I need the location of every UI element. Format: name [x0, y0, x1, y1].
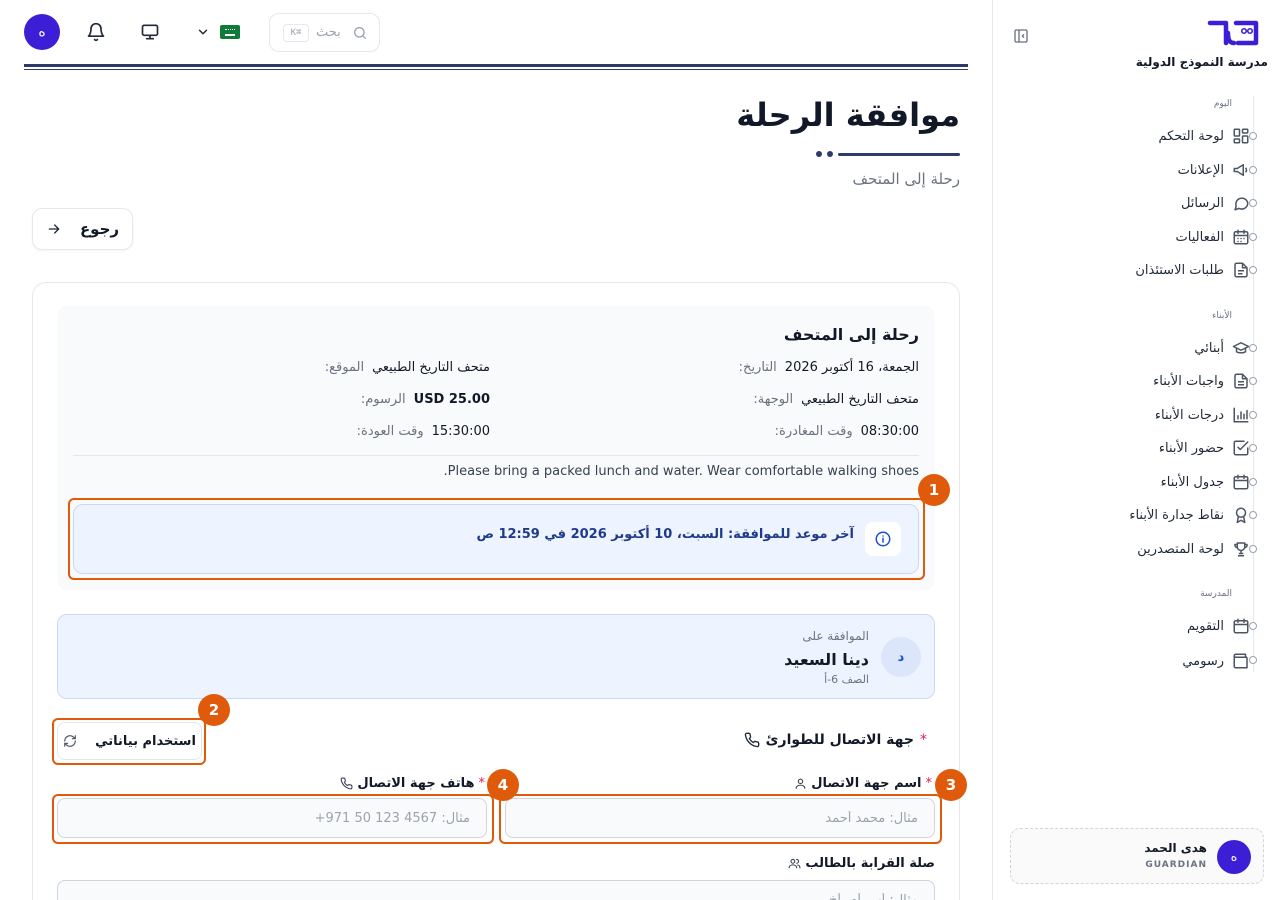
trip-fee	[361, 392, 490, 407]
student-name: دينا السعيد	[784, 650, 869, 669]
nav-dot	[1249, 266, 1257, 274]
details-divider	[73, 455, 919, 456]
student-class: الصف 6-أ	[824, 673, 869, 686]
nav-item-attendance[interactable]	[1159, 436, 1250, 460]
required-mark: *	[920, 732, 927, 748]
user-avatar: ه	[1217, 840, 1251, 874]
user-profile-card[interactable]	[1010, 828, 1264, 884]
trip-destination-value: متحف التاريخ الطبيعي	[801, 392, 919, 407]
nav-item-events[interactable]	[1176, 225, 1250, 249]
nav-dot	[1249, 411, 1257, 419]
nav-dot	[1249, 199, 1257, 207]
nav-item-merit-points[interactable]	[1129, 503, 1250, 527]
nav-item-dashboard[interactable]	[1158, 124, 1250, 148]
trip-return	[357, 424, 490, 439]
nav-section-children: الأبناء	[1212, 311, 1232, 321]
header-divider-thin	[24, 69, 968, 70]
nav-item-schedule[interactable]	[1161, 470, 1250, 494]
trip-fee-value: USD 25.00	[413, 392, 490, 407]
school-name: مدرسة النموذج الدولية	[1135, 55, 1268, 69]
contact-phone-label	[340, 776, 485, 791]
contact-name-label	[794, 776, 932, 791]
annotation-badge-4: 4	[487, 769, 519, 801]
wallet-icon	[1232, 652, 1250, 670]
nav-dot	[1249, 166, 1257, 174]
document-text-icon	[1232, 372, 1250, 390]
deadline-text: آخر موعد للموافقة: السبت، 10 أكتوبر 2026 في 12:59 ص	[476, 527, 854, 542]
phone-icon	[744, 732, 760, 748]
trip-departure-value: 08:30:00	[860, 424, 919, 439]
nav-label: التقويم	[1186, 618, 1224, 634]
saudi-flag-icon[interactable]	[220, 25, 240, 39]
nav-label: طلبات الاستئذان	[1135, 262, 1224, 278]
nav-section-today: اليوم	[1213, 99, 1232, 109]
trip-location-label: الموقع:	[324, 360, 365, 375]
megaphone-icon	[1232, 161, 1250, 179]
student-avatar: د	[881, 637, 921, 677]
trophy-icon	[1232, 540, 1250, 558]
nav-item-grades[interactable]	[1155, 403, 1250, 427]
nav-label: نقاط جدارة الأبناء	[1129, 507, 1224, 523]
contact-name-input[interactable]	[505, 798, 935, 838]
nav-dot	[1249, 444, 1257, 452]
annotation-badge-1: 1	[918, 474, 950, 506]
nav-item-announcements[interactable]	[1178, 158, 1250, 182]
trip-destination-label: الوجهة:	[753, 392, 794, 407]
shortcut-hint: K⌘	[283, 24, 309, 42]
emergency-contact-title: جهة الاتصال للطوارئ	[765, 732, 914, 748]
required-mark: *	[478, 776, 485, 791]
nav-item-my-children[interactable]	[1194, 336, 1250, 360]
trip-destination	[753, 392, 919, 407]
emergency-contact-heading	[744, 732, 935, 748]
nav-dot	[1249, 233, 1257, 241]
trip-fee-label: الرسوم:	[360, 392, 406, 407]
trip-notes: Please bring a packed lunch and water. Wear comfortable walking shoes.	[443, 464, 919, 479]
page-title: موافقة الرحلة	[736, 96, 960, 134]
title-dot	[827, 151, 833, 157]
nav-dot	[1249, 656, 1257, 664]
contact-phone-input[interactable]	[57, 798, 487, 838]
user-role: GUARDIAN	[1145, 860, 1207, 870]
relation-label	[788, 856, 935, 871]
nav-dot	[1249, 622, 1257, 630]
relation-text: صلة القرابة بالطالب	[805, 856, 935, 871]
calendar-icon	[1232, 473, 1250, 491]
users-icon	[788, 857, 801, 870]
deadline-icon-container	[865, 522, 901, 556]
nav-label: حضور الأبناء	[1158, 440, 1224, 456]
nav-item-my-fees[interactable]	[1182, 649, 1250, 673]
trip-location	[325, 360, 490, 375]
chevron-down-icon[interactable]	[196, 25, 210, 39]
calendar-icon	[1232, 617, 1250, 635]
trip-return-label: وقت العودة:	[356, 424, 424, 439]
nav-label: درجات الأبناء	[1154, 407, 1224, 423]
calendar-grid-icon	[1232, 228, 1250, 246]
relation-input[interactable]	[57, 880, 935, 900]
phone-icon	[340, 777, 353, 790]
use-my-data-button[interactable]	[57, 722, 202, 760]
search-box[interactable]	[269, 13, 380, 52]
nav-label: واجبات الأبناء	[1153, 373, 1224, 389]
info-icon	[874, 530, 892, 548]
search-placeholder: بحث	[316, 25, 341, 40]
required-mark: *	[925, 776, 932, 791]
page-subtitle: رحلة إلى المتحف	[852, 170, 960, 188]
nav-label: الرسائل	[1180, 195, 1224, 211]
trip-date	[739, 360, 919, 375]
sidebar-toggle-icon[interactable]	[1013, 28, 1029, 44]
header-avatar[interactable]: ه	[24, 14, 60, 50]
trip-date-value: الجمعة، 16 أكتوبر 2026	[784, 360, 919, 375]
trip-name: رحلة إلى المتحف	[783, 325, 919, 344]
use-my-data-label: استخدام بياناتي	[95, 733, 196, 749]
header-divider	[24, 64, 968, 67]
sidebar	[992, 0, 1280, 900]
search-icon	[352, 25, 368, 41]
nav-item-homework[interactable]	[1153, 369, 1250, 393]
user-icon	[794, 777, 807, 790]
user-name: هدى الحمد	[1144, 841, 1207, 855]
arrow-right-icon	[46, 221, 62, 237]
trip-return-value: 15:30:00	[431, 424, 490, 439]
trip-departure	[775, 424, 919, 439]
title-underline	[838, 153, 960, 156]
nav-dot	[1249, 132, 1257, 140]
bell-icon[interactable]	[86, 22, 106, 42]
nav-section-school: المدرسة	[1200, 589, 1232, 599]
nav-dot	[1249, 377, 1257, 385]
annotation-badge-3: 3	[935, 769, 967, 801]
trip-location-value: متحف التاريخ الطبيعي	[372, 360, 490, 375]
approval-for-label: الموافقة على	[802, 629, 869, 643]
nav-item-calendar[interactable]	[1187, 614, 1250, 638]
bar-chart-icon	[1232, 406, 1250, 424]
refresh-icon	[63, 734, 77, 748]
back-button-label: رجوع	[79, 220, 120, 238]
nav-item-leaderboard[interactable]	[1137, 537, 1250, 561]
monitor-icon[interactable]	[140, 22, 160, 42]
trip-departure-label: وقت المغادرة:	[774, 424, 853, 439]
nav-label: الفعاليات	[1175, 229, 1224, 245]
nav-dot	[1249, 545, 1257, 553]
deadline-alert	[73, 504, 919, 574]
annotation-badge-2: 2	[198, 694, 230, 726]
graduation-cap-icon	[1232, 339, 1250, 357]
contact-name-text: اسم جهة الاتصال	[811, 776, 922, 791]
contact-phone-text: هاتف جهة الاتصال	[357, 776, 475, 791]
nav-dot	[1249, 478, 1257, 486]
nav-label: أبنائي	[1194, 340, 1224, 356]
title-dot	[816, 151, 822, 157]
nav-label: لوحة التحكم	[1158, 128, 1224, 144]
award-icon	[1232, 506, 1250, 524]
nav-label: جدول الأبناء	[1160, 474, 1224, 490]
chat-icon	[1232, 194, 1250, 212]
school-logo[interactable]	[1207, 18, 1261, 48]
nav-label: الإعلانات	[1177, 162, 1224, 178]
trip-date-label: التاريخ:	[738, 360, 777, 375]
dashboard-icon	[1232, 127, 1250, 145]
back-button[interactable]	[32, 208, 133, 250]
nav-dot	[1249, 511, 1257, 519]
student-card	[57, 614, 935, 699]
checkbox-icon	[1232, 439, 1250, 457]
nav-item-messages[interactable]	[1181, 191, 1250, 215]
nav-label: رسومي	[1182, 653, 1224, 669]
nav-item-leave-requests[interactable]	[1135, 258, 1250, 282]
nav-label: لوحة المتصدرين	[1137, 541, 1224, 557]
nav-dot	[1249, 344, 1257, 352]
document-icon	[1232, 261, 1250, 279]
